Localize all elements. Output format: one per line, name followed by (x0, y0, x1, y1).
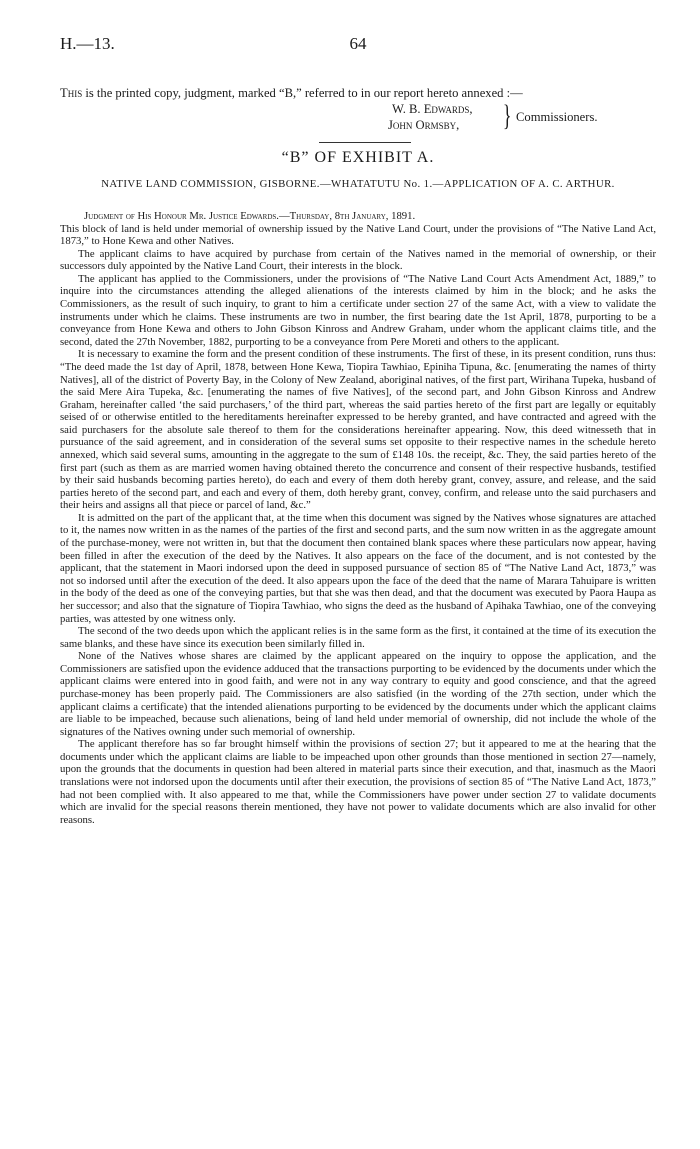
judgment-heading: Judgment of His Honour Mr. Justice Edwards.—Thursday, 8th January, 1891. (84, 210, 416, 222)
judgment-paragraph: The applicant has applied to the Commissioners, under the provisions of “The Native Land Court Acts Amendment Act, 1889,” to inquire into the circumstances attending the alleged alienations of the interests claimed by him in the block; and he asks the Commissioners, as the result of such inquiry, to grant to him a certificate under section 27 of the same Act, with a view to validate the instruments under which he claims. These instruments are two in number, the first bearing date the 1st April, 1878, purporting to be a conveyance from Hone Kewa and others to John Gibson Kinross and Andrew Graham, under whom the applicant claims title, and the second, dated the 27th November, 1882, purporting to be a conveyance from Pere Moreti and others to the applicant. (60, 272, 656, 348)
judgment-paragraph: The applicant therefore has so far brought himself within the provisions of section 27; but it appeared to me at the hearing that the documents under which the applicant claims are liable to be impeached upon other grounds than those mentioned in section 27—namely, upon the grounds that the documents in question had been altered in material parts since their execution, and that, inasmuch as the Maori translations were not indorsed upon the documents until after their execution, the provisions of section 85 of “The Native Land Act, 1873,” had not been complied with. It also appeared to me that, while the Commissioners have power under section 27 to validate documents which are invalid for the special reasons therein mentioned, they have not power to validate documents which are also invalid for other reasons. (60, 738, 656, 826)
judgment-paragraph: This block of land is held under memorial of ownership issued by the Native Land Court, under the provisions of “The Native Land Act, 1873,” to Hone Kewa and other Natives. (60, 222, 656, 248)
judgment-body (60, 210, 656, 826)
exhibit-subtitle: NATIVE LAND COMMISSION, GISBORNE.—WHATATUTU No. 1.—APPLICATION OF A. C. ARTHUR. (101, 178, 615, 190)
intro-line (60, 86, 656, 101)
judgment-paragraph: The second of the two deeds upon which the applicant relies is in the same form as the first, it contained at the time of its execution the same blanks, and these have since its execution been similarly filled in. (60, 625, 656, 650)
page-header (60, 34, 656, 64)
brace-glyph: } (502, 99, 512, 132)
page-number: 64 (349, 34, 367, 53)
signature-name: W. B. Edwards, (392, 102, 473, 116)
signature-block (388, 101, 648, 133)
judgment-paragraph: None of the Natives whose shares are claimed by the applicant appeared on the inquiry to oppose the application, and the Commissioners are satisfied upon the evidence adduced that the transactions purporting to be evidenced by the documents under which the applicant claims were entered into in good faith, and were not in any way contrary to equity and good conscience, and that the agreed purchase-money has been properly paid. The Commissioners are also satisfied (in the wording of the 27th section, under which the applicant claims a certificate) that the intended alienations purporting to be evidenced by the documents under which the applicant claims are liable to be impeached, because such alienations, being of land held under memorial of ownership, did not include the whole of the signatures of the Natives owning under such memorial of ownership. (60, 650, 656, 738)
section-divider (319, 142, 411, 143)
judgment-paragraph: It is admitted on the part of the applicant that, at the time when this document was signed by the Natives whose signatures are attached to it, the names now written in as the names of the parties of the first and second parts, and the sum now written in as the aggregate amount of the purchase-money, were not written in, but that the document then contained blank spaces where these particulars now appear, having been filled in after the execution of the deed by the Natives. It also appears on the face of the document, and is not contested by the applicant, that the statement in Maori indorsed upon the deed in supposed pursuance of section 85 of “The Native Land Act, 1873,” was not so indorsed until after the execution of the deed. It also appears upon the face of the deed that the name of Marara Tahuipare is written in the body of the deed as one of the conveying parties, but that she was then dead, and that the document was executed by Paora Haupa as her successor; and also that the signature of Tiopira Tawhiao, who signs the deed as the husband of Apihaka Tawhiao, one of the conveying parties, was attested by one witness only. (60, 511, 656, 625)
signature-role: Commissioners. (516, 110, 598, 124)
document-reference: H.—13. (60, 34, 115, 53)
intro-text: is the printed copy, judgment, marked “B,” referred to in our report hereto annexed :— (82, 86, 523, 100)
exhibit-title: “B” OF EXHIBIT A. (281, 149, 435, 166)
signature-name: John Ormsby, (388, 118, 460, 132)
judgment-paragraph: The applicant claims to have acquired by purchase from certain of the Natives named in the memorial of ownership, or their successors duly appointed by the Native Land Court, their interests in the block. (60, 247, 656, 273)
signature-names (388, 101, 473, 133)
intro-lead: This (60, 86, 83, 100)
judgment-paragraph: It is necessary to examine the form and the present condition of these instruments. The first of these, in its present condition, runs thus: “The deed made the 1st day of April, 1878, between Hone Kewa, Tiopira Tawhiao, Epiniha Tipuna, &c. [enumerating the names of thirty Natives], all of the district of Poverty Bay, in the Colony of New Zealand, aboriginal natives, of the first part, Wirihana Tupeka, husband of the said Mere Aira Tupeka, &c. [enumerating the names of five Natives], of the second part, and John Gibson Kinross and Andrew Graham, hereinafter called ‘the said purchasers,’ of the third part, whereas the said parties hereto of the first part are legally or equitably seised of or otherwise entitled to the hereditaments hereinafter expressed to be hereby granted, and have contracted and agreed with the said purchasers for the absolute sale thereof to them for the considerations hereinafter appearing. Now, this deed witnesseth that in pursuance of the said agreement, and in consideration of the several sums set opposite to their respective names in the schedule hereto annexed, which said several sums, amounting in the aggregate to the sum of £148 10s. the receipt, &c. They, the said parties hereto of the first part (such as them as are married women having obtained thereto the concurrence and consent of their respective husbands, testified by their said husbands becoming parties hereto), do each and every of them doth hereby grant, convey, assure, and release, and the said parties hereto of the second part, and each and every of them, doth hereby grant, convey, confirm, and release unto the said purchasers and their heirs and assigns all that piece or parcel of land, &c.” (60, 348, 656, 512)
